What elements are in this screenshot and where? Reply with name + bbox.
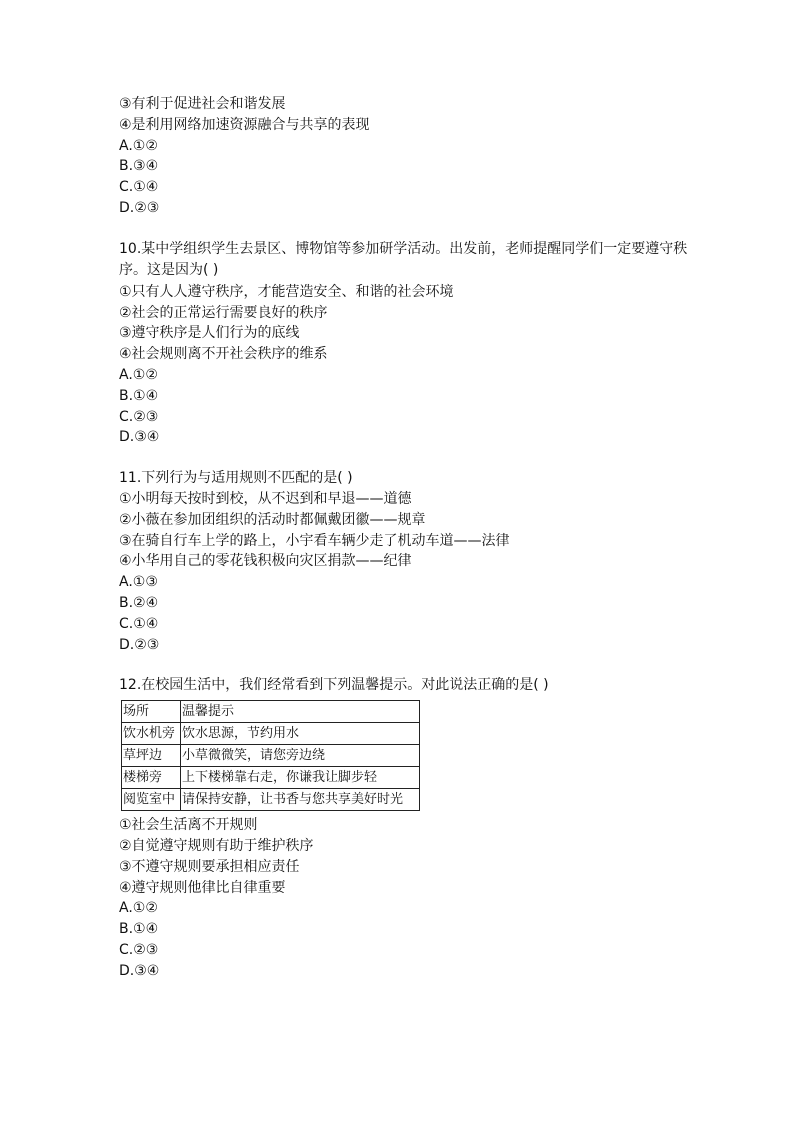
question-9-continuation [119, 94, 699, 219]
table-cell: 草坪边 [122, 745, 181, 767]
questions-content [119, 94, 699, 982]
option-b: B.②④ [119, 594, 159, 611]
table-header-row [122, 701, 420, 723]
table-row [122, 767, 420, 789]
table-cell: 上下楼梯靠右走，你谦我让脚步轻 [181, 767, 420, 789]
table-row [122, 723, 420, 745]
statement-item: ①社会生活离不开规则 [119, 817, 258, 834]
option-d: D.③④ [119, 429, 160, 446]
table-row [122, 745, 420, 767]
option-c: C.①④ [119, 615, 159, 632]
option-a: A.①② [119, 900, 158, 917]
question-11 [119, 468, 699, 655]
option-a: A.①③ [119, 574, 158, 591]
question-title: 11.下列行为与适用规则不匹配的是( ) [119, 470, 353, 487]
table-cell: 楼梯旁 [122, 767, 181, 789]
statement-item: ③有利于促进社会和谐发展 [119, 96, 286, 112]
statement-item: ③在骑自行车上学的路上，小宇看车辆少走了机动车道——法律 [119, 532, 510, 549]
statement-item: ④社会规则离不开社会秩序的维系 [119, 346, 328, 363]
option-b: B.①④ [119, 921, 159, 938]
option-c: C.①④ [119, 179, 159, 196]
question-title: 10.某中学组织学生去景区、博物馆等参加研学活动。出发前，老师提醒同学们一定要遵守秩序。这是因为( ) [119, 240, 688, 279]
statement-item: ②小薇在参加团组织的活动时都佩戴团徽——规章 [119, 511, 426, 528]
option-d: D.②③ [119, 636, 160, 653]
statement-item: ④遵守规则他律比自律重要 [119, 879, 286, 896]
option-b: B.①④ [119, 387, 159, 404]
table-cell: 请保持安静，让书香与您共享美好时光 [181, 789, 420, 811]
statement-item: ④是利用网络加速资源融合与共享的表现 [119, 116, 370, 133]
table-row [122, 789, 420, 811]
question-10 [119, 239, 699, 448]
statement-item: ①小明每天按时到校，从不迟到和早退——道德 [119, 490, 412, 507]
statement-item: ②自觉遵守规则有助于维护秩序 [119, 837, 314, 854]
table-cell: 饮水机旁 [122, 723, 181, 745]
table-cell: 阅览室中 [122, 789, 181, 811]
option-a: A.①② [119, 366, 158, 383]
tips-table [121, 700, 420, 811]
table-header-cell: 场所 [122, 701, 181, 723]
statement-item: ④小华用自己的零花钱积极向灾区捐款——纪律 [119, 553, 412, 570]
statement-item: ②社会的正常运行需要良好的秩序 [119, 304, 328, 321]
table-cell: 饮水思源，节约用水 [181, 723, 420, 745]
statement-item: ③遵守秩序是人们行为的底线 [119, 325, 300, 342]
option-c: C.②③ [119, 408, 159, 425]
table-header-cell: 温馨提示 [181, 701, 420, 723]
table-cell: 小草微微笑，请您旁边绕 [181, 745, 420, 767]
option-d: D.②③ [119, 199, 160, 216]
statement-item: ③不遵守规则要承担相应责任 [119, 858, 300, 875]
question-12 [119, 675, 699, 981]
option-a: A.①② [119, 137, 158, 154]
option-d: D.③④ [119, 962, 160, 979]
statement-item: ①只有人人遵守秩序，才能营造安全、和谐的社会环境 [119, 283, 454, 300]
question-title: 12.在校园生活中，我们经常看到下列温馨提示。对此说法正确的是( ) [119, 677, 549, 694]
option-c: C.②③ [119, 941, 159, 958]
option-b: B.③④ [119, 158, 159, 175]
